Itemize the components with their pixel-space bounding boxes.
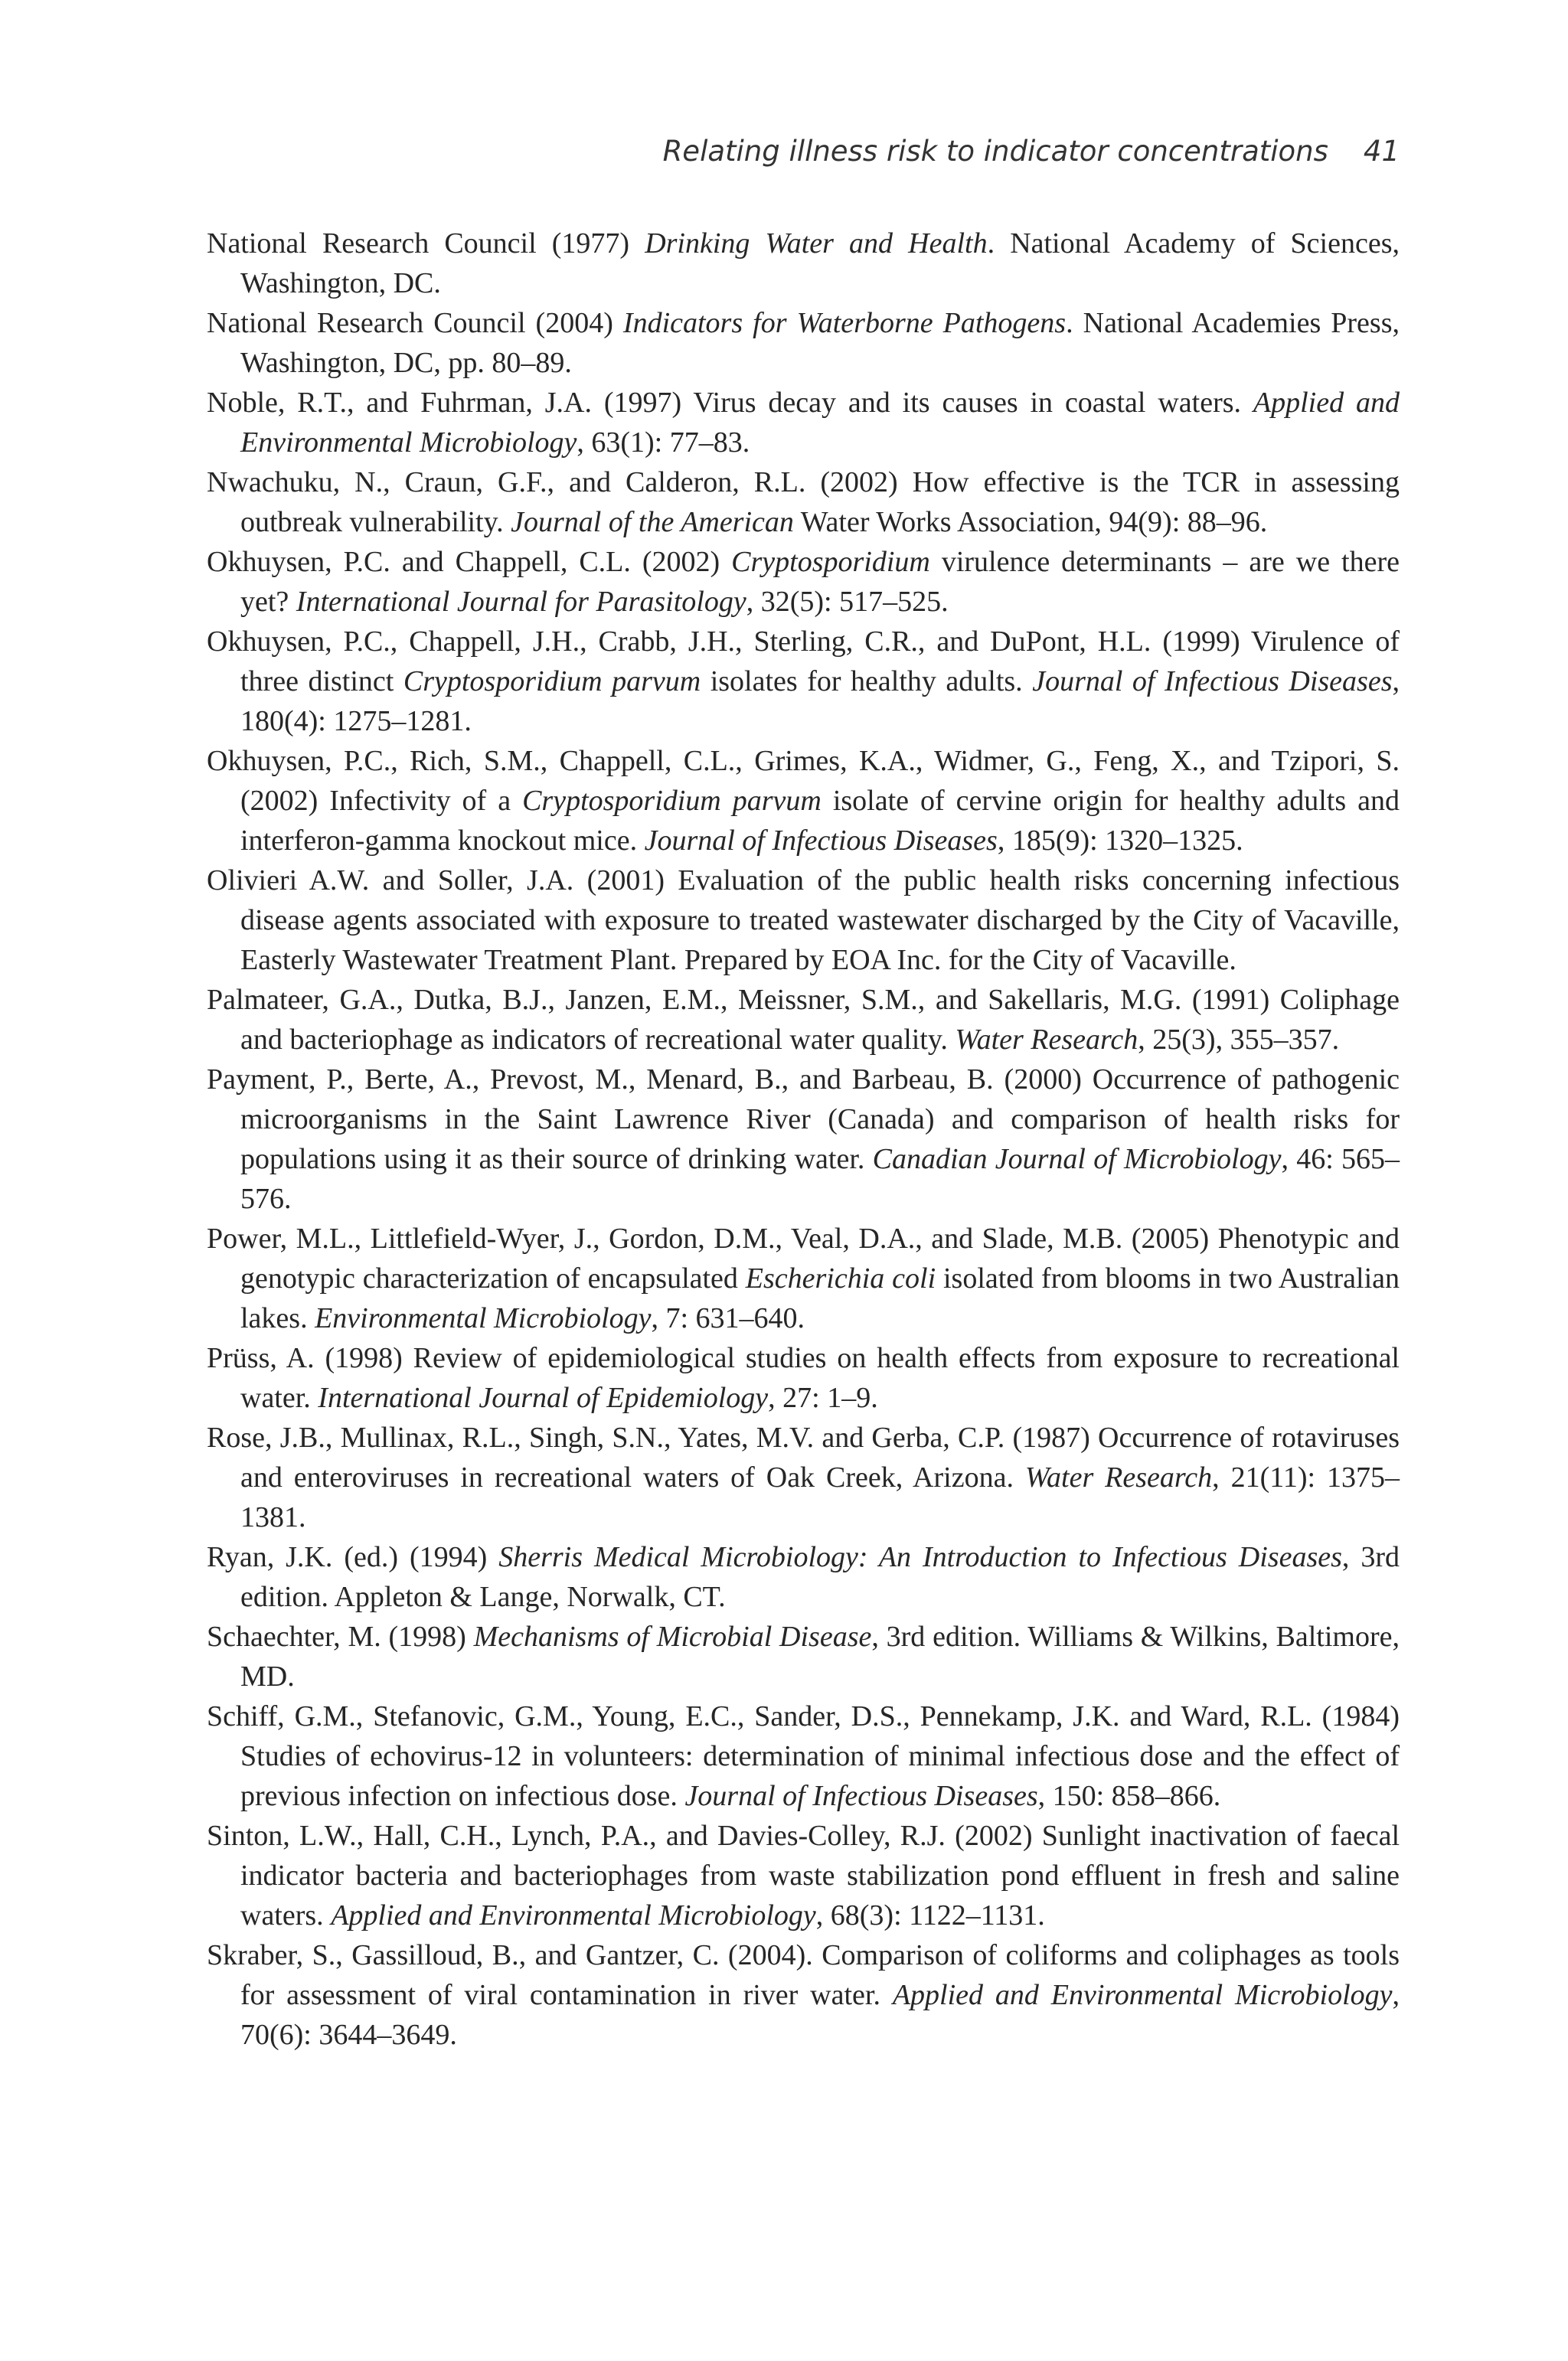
reference-entry bbox=[207, 303, 1400, 383]
reference-text-run: Schiff, G.M., Stefanovic, G.M., Young, E.C., Sander, D.S., Pennekamp, J.K. and Ward, R.L. (1984) Studies of echovirus-12 in volunteers: determination of minimal infectious dose and the effect of previous infection on infectious dose. bbox=[207, 1700, 1400, 1812]
reference-text-run: , 46: 565–576. bbox=[240, 1143, 1400, 1215]
reference-text-run: , 25(3), 355–357. bbox=[1138, 1024, 1340, 1056]
reference-text-run: , 70(6): 3644–3649. bbox=[240, 1979, 1400, 2051]
reference-text-run: . National Academies Press, Washington, DC, pp. 80–89. bbox=[240, 307, 1400, 379]
reference-text-run: Payment, P., Berte, A., Prevost, M., Menard, B., and Barbeau, B. (2000) Occurrence of pathogenic microorganisms in the Saint Lawrence River (Canada) and comparison of health risks for populations using it as their source of drinking water. bbox=[207, 1063, 1400, 1175]
reference-text-run: Nwachuku, N., Craun, G.F., and Calderon, R.L. (2002) How effective is the TCR in assessing outbreak vulnerability. bbox=[207, 466, 1400, 538]
reference-entry bbox=[207, 1219, 1400, 1338]
reference-entry bbox=[207, 1537, 1400, 1617]
reference-entry bbox=[207, 1816, 1400, 1935]
reference-text-run: , 63(1): 77–83. bbox=[577, 426, 750, 459]
reference-text-run: Water Works Association, 94(9): 88–96. bbox=[793, 506, 1268, 538]
reference-text-run: Okhuysen, P.C., Rich, S.M., Chappell, C.L., Grimes, K.A., Widmer, G., Feng, X., and Tzipori, S. (2002) Infectivity of a bbox=[207, 745, 1400, 817]
reference-text-run: Rose, J.B., Mullinax, R.L., Singh, S.N., Yates, M.V. and Gerba, C.P. (1987) Occurrence of rotaviruses and enteroviruses in recreational waters of Oak Creek, Arizona. bbox=[207, 1422, 1400, 1494]
reference-text-run: National Research Council (2004) bbox=[207, 307, 623, 339]
reference-italic-run: Journal of Infectious Diseases bbox=[1032, 665, 1393, 697]
reference-entry bbox=[207, 860, 1400, 980]
reference-italic-run: Environmental Microbiology bbox=[315, 1302, 652, 1334]
reference-entry bbox=[207, 1617, 1400, 1696]
reference-italic-run: Canadian Journal of Microbiology bbox=[872, 1143, 1282, 1175]
reference-entry bbox=[207, 462, 1400, 542]
reference-italic-run: Cryptosporidium bbox=[731, 546, 930, 578]
reference-text-run: Ryan, J.K. (ed.) (1994) bbox=[207, 1541, 499, 1573]
reference-text-run: , 21(11): 1375–1381. bbox=[240, 1461, 1400, 1533]
reference-text-run: . National Academy of Sciences, Washington, DC. bbox=[240, 227, 1400, 299]
reference-text-run: Power, M.L., Littlefield-Wyer, J., Gordon, D.M., Veal, D.A., and Slade, M.B. (2005) Phenotypic and genotypic characterization of encapsulated bbox=[207, 1223, 1400, 1295]
reference-italic-run: Drinking Water and Health bbox=[645, 227, 988, 260]
reference-entry bbox=[207, 1935, 1400, 2055]
running-header bbox=[207, 135, 1400, 168]
reference-italic-run: Applied and Environmental Microbiology bbox=[240, 387, 1400, 459]
reference-text-run: Schaechter, M. (1998) bbox=[207, 1621, 474, 1653]
reference-text-run: isolates for healthy adults. bbox=[701, 665, 1033, 697]
reference-text-run: , 180(4): 1275–1281. bbox=[240, 665, 1400, 737]
reference-list bbox=[207, 224, 1400, 2055]
reference-italic-run: Journal of Infectious Diseases bbox=[644, 825, 998, 857]
reference-text-run: , 150: 858–866. bbox=[1037, 1780, 1221, 1812]
reference-text-run: , 32(5): 517–525. bbox=[746, 586, 949, 618]
reference-entry bbox=[207, 1060, 1400, 1219]
page-number: 41 bbox=[1363, 135, 1400, 168]
reference-italic-run: Cryptosporidium parvum bbox=[403, 665, 701, 697]
reference-italic-run: Water Research bbox=[1024, 1461, 1213, 1494]
reference-italic-run: Applied and Environmental Microbiology bbox=[331, 1899, 816, 1932]
reference-text-run: , 68(3): 1122–1131. bbox=[815, 1899, 1045, 1932]
reference-text-run: Skraber, S., Gassilloud, B., and Gantzer, C. (2004). Comparison of coliforms and coliphages as tools for assessment of viral contamination in river water. bbox=[207, 1939, 1400, 2011]
reference-entry bbox=[207, 622, 1400, 741]
reference-entry bbox=[207, 1696, 1400, 1816]
reference-text-run: Okhuysen, P.C. and Chappell, C.L. (2002) bbox=[207, 546, 732, 578]
reference-text-run: Palmateer, G.A., Dutka, B.J., Janzen, E.M., Meissner, S.M., and Sakellaris, M.G. (1991) Coliphage and bacteriophage as indicators of recreational water quality. bbox=[207, 984, 1400, 1056]
reference-entry bbox=[207, 980, 1400, 1060]
reference-italic-run: Water Research bbox=[955, 1024, 1138, 1056]
reference-entry bbox=[207, 1338, 1400, 1418]
reference-text-run: virulence determinants – are we there yet? bbox=[240, 546, 1400, 618]
reference-entry bbox=[207, 383, 1400, 462]
reference-text-run: Prüss, A. (1998) Review of epidemiological studies on health effects from exposure to recreational water. bbox=[207, 1342, 1400, 1414]
running-title: Relating illness risk to indicator concentrations bbox=[662, 135, 1328, 168]
reference-text-run: Okhuysen, P.C., Chappell, J.H., Crabb, J.H., Sterling, C.R., and DuPont, H.L. (1999) Virulence of three distinct bbox=[207, 625, 1400, 697]
reference-text-run: , 7: 631–640. bbox=[651, 1302, 805, 1334]
reference-entry bbox=[207, 542, 1400, 622]
reference-italic-run: Indicators for Waterborne Pathogens bbox=[622, 307, 1067, 339]
reference-text-run: isolate of cervine origin for healthy adults and interferon-gamma knockout mice. bbox=[240, 785, 1400, 857]
reference-text-run: , 185(9): 1320–1325. bbox=[997, 825, 1243, 857]
reference-italic-run: Journal of Infectious Diseases bbox=[684, 1780, 1038, 1812]
reference-text-run: Noble, R.T., and Fuhrman, J.A. (1997) Virus decay and its causes in coastal waters. bbox=[207, 387, 1253, 419]
reference-text-run: , 3rd edition. Appleton & Lange, Norwalk, CT. bbox=[240, 1541, 1400, 1613]
reference-text-run: National Research Council (1977) bbox=[207, 227, 645, 260]
reference-italic-run: Escherichia coli bbox=[745, 1262, 936, 1295]
reference-text-run: Sinton, L.W., Hall, C.H., Lynch, P.A., and Davies-Colley, R.J. (2002) Sunlight inactivation of faecal indicator bacteria and bacteriophages from waste stabilization pond effluent in fresh and saline waters. bbox=[207, 1820, 1400, 1932]
reference-entry bbox=[207, 224, 1400, 303]
reference-italic-run: Journal of the American bbox=[511, 506, 794, 538]
reference-italic-run: Cryptosporidium parvum bbox=[522, 785, 822, 817]
reference-italic-run: Mechanisms of Microbial Disease bbox=[473, 1621, 872, 1653]
reference-italic-run: Applied and Environmental Microbiology bbox=[892, 1979, 1393, 2011]
reference-text-run: isolated from blooms in two Australian lakes. bbox=[240, 1262, 1400, 1334]
reference-text-run: , 27: 1–9. bbox=[768, 1382, 878, 1414]
reference-entry bbox=[207, 741, 1400, 860]
reference-text-run: Olivieri A.W. and Soller, J.A. (2001) Evaluation of the public health risks concerning infectious disease agents associated with exposure to treated wastewater discharged by the City of Vacaville, Easterly Wastewater Treatment Plant. Prepared by EOA Inc. for the City of Vacaville. bbox=[207, 864, 1400, 976]
reference-italic-run: Sherris Medical Microbiology: An Introduction to Infectious Diseases bbox=[498, 1541, 1342, 1573]
reference-italic-run: International Journal for Parasitology bbox=[296, 586, 746, 618]
reference-text-run: , 3rd edition. Williams & Wilkins, Baltimore, MD. bbox=[240, 1621, 1400, 1693]
reference-entry bbox=[207, 1418, 1400, 1537]
reference-italic-run: International Journal of Epidemiology bbox=[318, 1382, 769, 1414]
